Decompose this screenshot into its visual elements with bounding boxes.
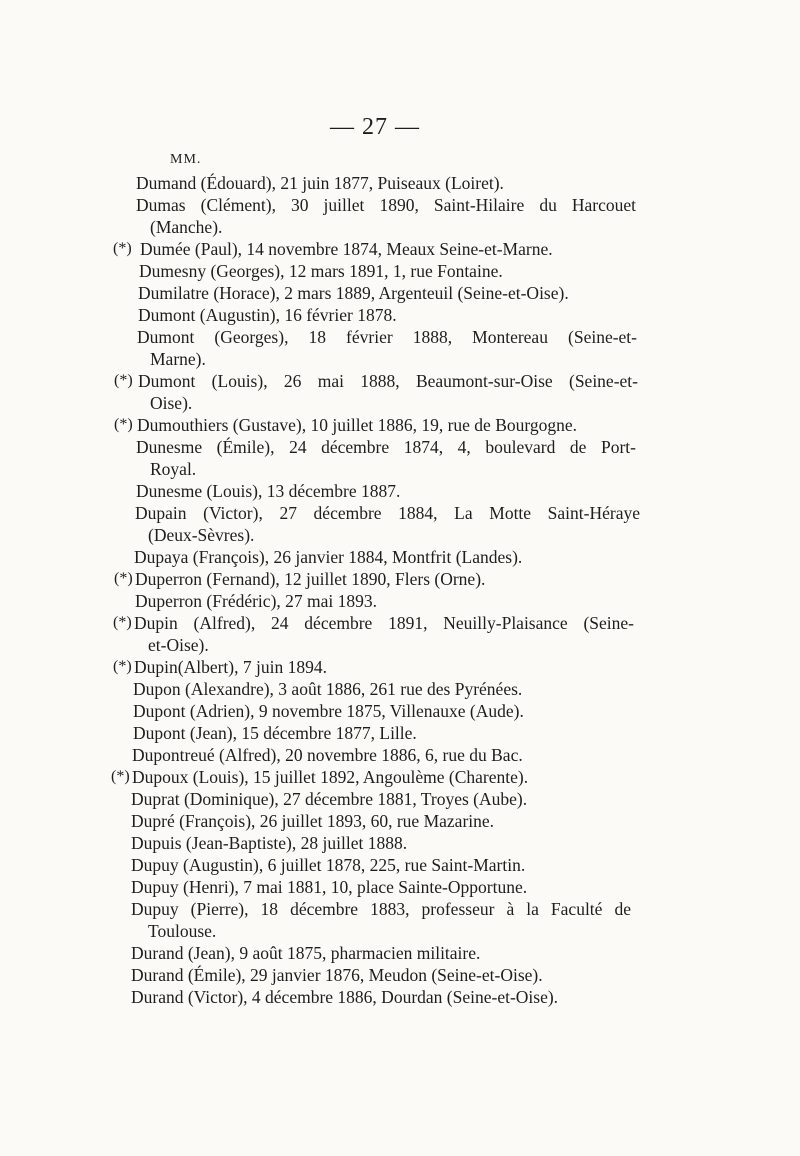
entry-continuation: Oise). — [150, 393, 193, 413]
entry-text: Dupontreué (Alfred), 20 novembre 1886, 6, rue du Bac. — [132, 745, 523, 765]
entry-text: Durand (Émile), 29 janvier 1876, Meudon (Seine-et-Oise). — [131, 965, 543, 985]
entry-text: Dumand (Édouard), 21 juin 1877, Puiseaux (Loiret). — [136, 173, 504, 193]
list-item — [0, 744, 800, 766]
entry-continuation: Royal. — [150, 459, 197, 479]
list-item — [0, 304, 800, 326]
list-item — [0, 172, 800, 194]
entry-text: Dupaya (François), 26 janvier 1884, Montfrit (Landes). — [134, 547, 523, 567]
list-item — [0, 854, 800, 876]
list-item — [0, 788, 800, 810]
list-item — [0, 260, 800, 282]
entry-text: Dupuy (Pierre), 18 décembre 1883, professeur à la Faculté de — [131, 899, 631, 919]
list-item — [0, 436, 800, 480]
asterisk-marker: (*) — [114, 570, 133, 587]
list-item — [0, 986, 800, 1008]
entry-text: Duprat (Dominique), 27 décembre 1881, Troyes (Aube). — [131, 789, 528, 809]
list-item — [0, 942, 800, 964]
asterisk-marker: (*) — [114, 416, 133, 433]
list-item — [0, 326, 800, 370]
asterisk-marker: (*) — [113, 240, 132, 257]
entry-text: Dupont (Jean), 15 décembre 1877, Lille. — [133, 723, 417, 743]
asterisk-marker: (*) — [111, 768, 130, 785]
entry-text: Dunesme (Louis), 13 décembre 1887. — [136, 481, 401, 501]
list-item — [0, 722, 800, 744]
entry-text: Dupon (Alexandre), 3 août 1886, 261 rue des Pyrénées. — [133, 679, 523, 699]
entry-text: Dupain (Victor), 27 décembre 1884, La Motte Saint-Héraye — [135, 503, 640, 523]
entry-continuation: (Deux-Sèvres). — [148, 525, 255, 545]
entry-text: Dumas (Clément), 30 juillet 1890, Saint-Hilaire du Harcouet — [136, 195, 636, 215]
entry-text: Dupuy (Henri), 7 mai 1881, 10, place Sainte-Opportune. — [131, 877, 528, 897]
entry-text: Dupin(Albert), 7 juin 1894. — [134, 657, 327, 677]
entry-text: Dupoux (Louis), 15 juillet 1892, Angoulème (Charente). — [132, 767, 529, 787]
entry-text: Duperron (Fernand), 12 juillet 1890, Flers (Orne). — [135, 569, 486, 589]
list-item — [0, 810, 800, 832]
list-item — [0, 964, 800, 986]
entry-text: Durand (Jean), 9 août 1875, pharmacien militaire. — [131, 943, 481, 963]
asterisk-marker: (*) — [114, 372, 133, 389]
entry-text: Durand (Victor), 4 décembre 1886, Dourdan (Seine-et-Oise). — [131, 987, 559, 1007]
entry-text: Dumont (Georges), 18 février 1888, Montereau (Seine-et- — [137, 327, 637, 347]
list-item — [0, 546, 800, 568]
asterisk-marker: (*) — [113, 658, 132, 675]
entry-text: Dupuis (Jean-Baptiste), 28 juillet 1888. — [131, 833, 408, 853]
entry-text: Dumilatre (Horace), 2 mars 1889, Argenteuil (Seine-et-Oise). — [138, 283, 569, 303]
entry-text: Dunesme (Émile), 24 décembre 1874, 4, boulevard de Port- — [136, 437, 636, 457]
list-item — [0, 238, 800, 260]
list-item — [0, 370, 800, 414]
entry-text: Dupont (Adrien), 9 novembre 1875, Villenauxe (Aude). — [133, 701, 524, 721]
list-item — [0, 480, 800, 502]
list-item — [0, 678, 800, 700]
list-heading: MM. — [170, 152, 202, 167]
entry-text: Dumesny (Georges), 12 mars 1891, 1, rue Fontaine. — [139, 261, 503, 281]
entry-continuation: (Manche). — [150, 217, 223, 237]
list-item — [0, 766, 800, 788]
list-item — [0, 700, 800, 722]
list-item — [0, 656, 800, 678]
list-item — [0, 502, 800, 546]
entry-text: Dumée (Paul), 14 novembre 1874, Meaux Seine-et-Marne. — [140, 239, 553, 259]
list-item — [0, 282, 800, 304]
list-item — [0, 414, 800, 436]
list-item — [0, 832, 800, 854]
list-item — [0, 568, 800, 590]
list-item — [0, 194, 800, 238]
entry-continuation: et-Oise). — [148, 635, 209, 655]
list-item — [0, 612, 800, 656]
name-list — [0, 172, 800, 1008]
asterisk-marker: (*) — [113, 614, 132, 631]
entry-text: Dumont (Louis), 26 mai 1888, Beaumont-sur-Oise (Seine-et- — [138, 371, 638, 391]
entry-text: Duperron (Frédéric), 27 mai 1893. — [135, 591, 378, 611]
list-item — [0, 898, 800, 942]
list-item — [0, 590, 800, 612]
entry-text: Dupuy (Augustin), 6 juillet 1878, 225, rue Saint-Martin. — [131, 855, 526, 875]
entry-continuation: Toulouse. — [148, 921, 217, 941]
page-number: — 27 — — [330, 114, 420, 140]
entry-continuation: Marne). — [150, 349, 206, 369]
entry-text: Dupré (François), 26 juillet 1893, 60, rue Mazarine. — [131, 811, 495, 831]
entry-text: Dumouthiers (Gustave), 10 juillet 1886, 19, rue de Bourgogne. — [137, 415, 578, 435]
entry-text: Dumont (Augustin), 16 février 1878. — [138, 305, 397, 325]
list-item — [0, 876, 800, 898]
entry-text: Dupin (Alfred), 24 décembre 1891, Neuilly-Plaisance (Seine- — [134, 613, 634, 633]
